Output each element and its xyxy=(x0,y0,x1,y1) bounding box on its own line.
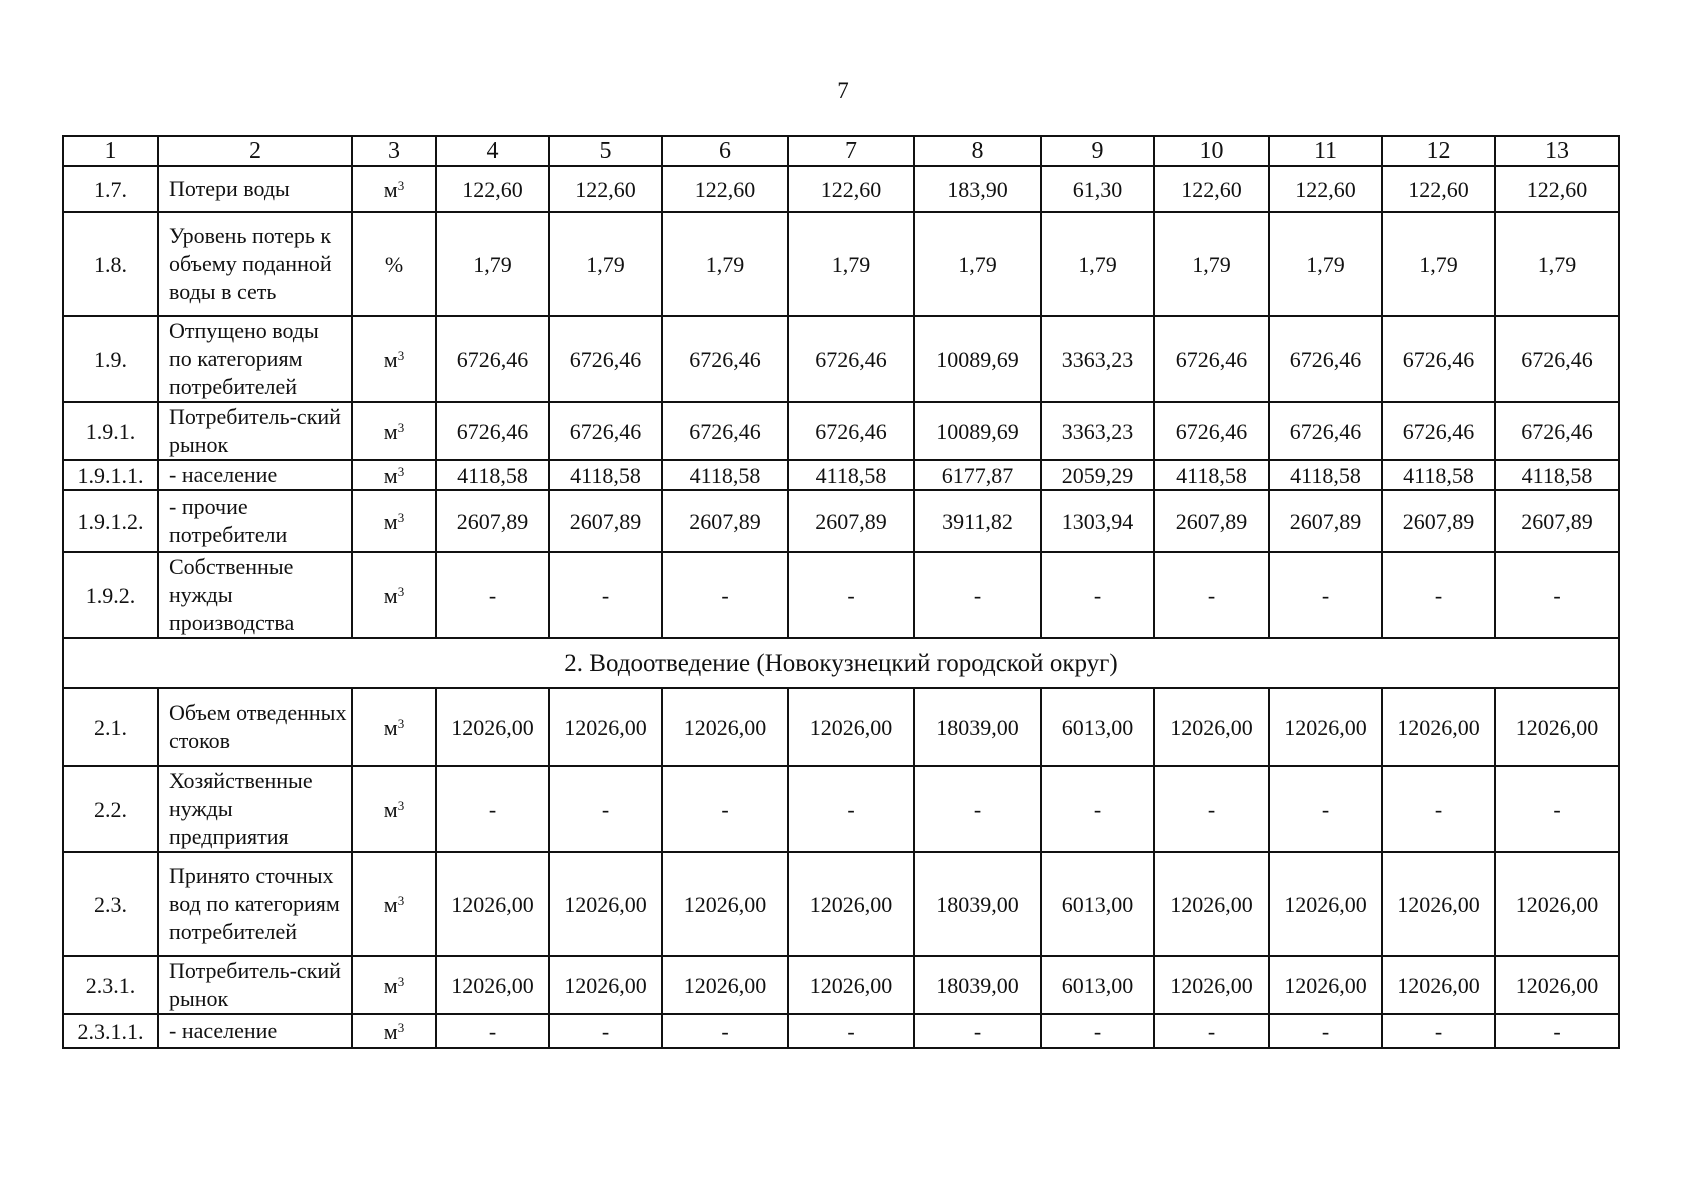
unit-label: % xyxy=(384,251,404,277)
value-cell: 1303,94 xyxy=(1041,490,1154,552)
value-cell: - xyxy=(549,766,662,852)
value-cell: 6726,46 xyxy=(1495,316,1619,402)
value-cell: - xyxy=(549,552,662,638)
value-cell: 1,79 xyxy=(662,212,788,316)
unit-superscript: 3 xyxy=(397,419,405,435)
column-number-header: 6 xyxy=(662,136,788,166)
value-cell: - xyxy=(1154,1014,1269,1048)
table-row xyxy=(63,166,1619,212)
value-cell: 6726,46 xyxy=(1382,316,1495,402)
value-cell: 2607,89 xyxy=(1382,490,1495,552)
value-cell: 12026,00 xyxy=(1495,688,1619,766)
value-cell: 12026,00 xyxy=(788,688,914,766)
value-cell: 4118,58 xyxy=(1269,460,1382,490)
table-row xyxy=(63,460,1619,490)
value-cell: 122,60 xyxy=(549,166,662,212)
value-cell: - xyxy=(914,766,1041,852)
data-table xyxy=(62,135,1620,1049)
value-cell: 4118,58 xyxy=(436,460,549,490)
unit-superscript: 3 xyxy=(397,509,405,525)
column-number-header: 5 xyxy=(549,136,662,166)
unit-cell xyxy=(352,402,436,460)
value-cell: - xyxy=(436,1014,549,1048)
value-cell: 4118,58 xyxy=(549,460,662,490)
value-cell: 122,60 xyxy=(1269,166,1382,212)
table-row xyxy=(63,852,1619,956)
unit-cell xyxy=(352,1014,436,1048)
value-cell: - xyxy=(1154,766,1269,852)
value-cell: 2607,89 xyxy=(1154,490,1269,552)
table-row xyxy=(63,316,1619,402)
value-cell: 1,79 xyxy=(1269,212,1382,316)
unit-superscript: 3 xyxy=(397,177,405,193)
unit-cell xyxy=(352,688,436,766)
column-number-header: 12 xyxy=(1382,136,1495,166)
value-cell: 12026,00 xyxy=(1154,852,1269,956)
value-cell: 6726,46 xyxy=(1154,316,1269,402)
value-cell: 2059,29 xyxy=(1041,460,1154,490)
column-number-header: 11 xyxy=(1269,136,1382,166)
row-number: 2.1. xyxy=(63,688,158,766)
unit-label: м xyxy=(383,508,398,534)
unit-label: м xyxy=(383,462,398,488)
value-cell: - xyxy=(436,766,549,852)
value-cell: 6013,00 xyxy=(1041,956,1154,1014)
value-cell: 12026,00 xyxy=(1269,852,1382,956)
unit-cell xyxy=(352,552,436,638)
value-cell: 6726,46 xyxy=(436,316,549,402)
value-cell: 6726,46 xyxy=(662,402,788,460)
unit-label: м xyxy=(383,714,398,740)
row-name: Потребитель-ский рынок xyxy=(158,402,352,460)
value-cell: 4118,58 xyxy=(1154,460,1269,490)
value-cell: 6726,46 xyxy=(788,316,914,402)
value-cell: 2607,89 xyxy=(662,490,788,552)
table-row xyxy=(63,766,1619,852)
table-row xyxy=(63,552,1619,638)
unit-label: м xyxy=(383,891,398,917)
row-number: 1.9.1.2. xyxy=(63,490,158,552)
row-name: - прочие потребители xyxy=(158,490,352,552)
value-cell: - xyxy=(1495,766,1619,852)
value-cell: 12026,00 xyxy=(788,956,914,1014)
value-cell: 12026,00 xyxy=(549,956,662,1014)
value-cell: - xyxy=(1495,1014,1619,1048)
value-cell: 12026,00 xyxy=(436,852,549,956)
value-cell: - xyxy=(1495,552,1619,638)
row-number: 1.7. xyxy=(63,166,158,212)
row-name: Уровень потерь к объему поданной воды в сеть xyxy=(158,212,352,316)
value-cell: 1,79 xyxy=(1495,212,1619,316)
value-cell: - xyxy=(788,552,914,638)
value-cell: 18039,00 xyxy=(914,956,1041,1014)
value-cell: 6726,46 xyxy=(1269,402,1382,460)
value-cell: - xyxy=(1269,552,1382,638)
page-number: 7 xyxy=(837,78,849,103)
value-cell: 2607,89 xyxy=(788,490,914,552)
row-number: 1.9. xyxy=(63,316,158,402)
value-cell: 1,79 xyxy=(1382,212,1495,316)
row-name: - население xyxy=(158,1014,352,1048)
table-body xyxy=(63,136,1619,1048)
value-cell: 6726,46 xyxy=(549,402,662,460)
value-cell: 2607,89 xyxy=(436,490,549,552)
table-row xyxy=(63,402,1619,460)
value-cell: - xyxy=(788,1014,914,1048)
row-name: - население xyxy=(158,460,352,490)
value-cell: - xyxy=(1382,1014,1495,1048)
value-cell: 122,60 xyxy=(788,166,914,212)
value-cell: 12026,00 xyxy=(662,956,788,1014)
value-cell: 10089,69 xyxy=(914,316,1041,402)
unit-superscript: 3 xyxy=(397,892,405,908)
unit-superscript: 3 xyxy=(397,583,405,599)
unit-superscript: 3 xyxy=(397,1019,405,1035)
unit-label: м xyxy=(383,176,398,202)
value-cell: 12026,00 xyxy=(549,852,662,956)
value-cell: 12026,00 xyxy=(1495,852,1619,956)
value-cell: 6726,46 xyxy=(662,316,788,402)
value-cell: 1,79 xyxy=(549,212,662,316)
value-cell: 6726,46 xyxy=(1382,402,1495,460)
row-number: 1.9.2. xyxy=(63,552,158,638)
value-cell: 12026,00 xyxy=(1382,688,1495,766)
value-cell: 122,60 xyxy=(436,166,549,212)
row-number: 2.3.1. xyxy=(63,956,158,1014)
unit-superscript: 3 xyxy=(397,715,405,731)
unit-cell xyxy=(352,852,436,956)
section-row xyxy=(63,638,1619,688)
column-number-header: 2 xyxy=(158,136,352,166)
column-number-header: 10 xyxy=(1154,136,1269,166)
row-number: 2.2. xyxy=(63,766,158,852)
value-cell: 122,60 xyxy=(1154,166,1269,212)
row-name: Потери воды xyxy=(158,166,352,212)
row-number: 1.9.1.1. xyxy=(63,460,158,490)
row-number: 1.8. xyxy=(63,212,158,316)
column-number-header: 4 xyxy=(436,136,549,166)
value-cell: 12026,00 xyxy=(549,688,662,766)
row-name: Объем отведенных стоков xyxy=(158,688,352,766)
value-cell: 12026,00 xyxy=(436,688,549,766)
section-title: 2. Водоотведение (Новокузнецкий городской округ) xyxy=(63,638,1619,688)
row-name: Потребитель-ский рынок xyxy=(158,956,352,1014)
unit-superscript: 3 xyxy=(397,973,405,989)
column-number-header: 13 xyxy=(1495,136,1619,166)
value-cell: - xyxy=(1269,766,1382,852)
value-cell: 122,60 xyxy=(1382,166,1495,212)
value-cell: 12026,00 xyxy=(662,688,788,766)
row-name: Собственные нужды производства xyxy=(158,552,352,638)
value-cell: 12026,00 xyxy=(662,852,788,956)
value-cell: - xyxy=(1041,552,1154,638)
value-cell: - xyxy=(1382,766,1495,852)
value-cell: 6726,46 xyxy=(1154,402,1269,460)
value-cell: - xyxy=(1382,552,1495,638)
value-cell: 12026,00 xyxy=(436,956,549,1014)
value-cell: 6726,46 xyxy=(436,402,549,460)
value-cell: 4118,58 xyxy=(662,460,788,490)
unit-label: м xyxy=(383,796,398,822)
unit-label: м xyxy=(383,972,398,998)
unit-cell xyxy=(352,212,436,316)
value-cell: 6726,46 xyxy=(549,316,662,402)
table-row xyxy=(63,688,1619,766)
value-cell: 6013,00 xyxy=(1041,688,1154,766)
value-cell: - xyxy=(914,1014,1041,1048)
unit-cell xyxy=(352,766,436,852)
unit-superscript: 3 xyxy=(397,463,405,479)
unit-label: м xyxy=(383,418,398,444)
value-cell: 6726,46 xyxy=(788,402,914,460)
value-cell: 183,90 xyxy=(914,166,1041,212)
value-cell: 2607,89 xyxy=(549,490,662,552)
value-cell: - xyxy=(1154,552,1269,638)
column-number-header: 3 xyxy=(352,136,436,166)
value-cell: 12026,00 xyxy=(1154,956,1269,1014)
unit-cell xyxy=(352,956,436,1014)
value-cell: 122,60 xyxy=(1495,166,1619,212)
value-cell: - xyxy=(1041,766,1154,852)
value-cell: 10089,69 xyxy=(914,402,1041,460)
value-cell: 6726,46 xyxy=(1269,316,1382,402)
unit-superscript: 3 xyxy=(397,797,405,813)
value-cell: 1,79 xyxy=(436,212,549,316)
unit-label: м xyxy=(383,582,398,608)
unit-cell xyxy=(352,460,436,490)
column-number-header: 1 xyxy=(63,136,158,166)
value-cell: 4118,58 xyxy=(1382,460,1495,490)
value-cell: 3363,23 xyxy=(1041,402,1154,460)
value-cell: 6013,00 xyxy=(1041,852,1154,956)
value-cell: 18039,00 xyxy=(914,852,1041,956)
column-number-header: 7 xyxy=(788,136,914,166)
value-cell: 6177,87 xyxy=(914,460,1041,490)
value-cell: 1,79 xyxy=(1041,212,1154,316)
unit-label: м xyxy=(383,346,398,372)
value-cell: - xyxy=(549,1014,662,1048)
unit-label: м xyxy=(383,1018,398,1044)
unit-cell xyxy=(352,490,436,552)
value-cell: - xyxy=(788,766,914,852)
value-cell: 1,79 xyxy=(788,212,914,316)
row-name: Принято сточных вод по категориям потребителей xyxy=(158,852,352,956)
value-cell: 18039,00 xyxy=(914,688,1041,766)
value-cell: 12026,00 xyxy=(1154,688,1269,766)
value-cell: 4118,58 xyxy=(1495,460,1619,490)
value-cell: 1,79 xyxy=(914,212,1041,316)
table-row xyxy=(63,490,1619,552)
column-number-row xyxy=(63,136,1619,166)
value-cell: - xyxy=(662,552,788,638)
value-cell: - xyxy=(1269,1014,1382,1048)
value-cell: 12026,00 xyxy=(1382,852,1495,956)
value-cell: 12026,00 xyxy=(1495,956,1619,1014)
row-number: 2.3. xyxy=(63,852,158,956)
row-name: Отпущено воды по категориям потребителей xyxy=(158,316,352,402)
value-cell: - xyxy=(662,766,788,852)
value-cell: - xyxy=(662,1014,788,1048)
value-cell: 6726,46 xyxy=(1495,402,1619,460)
value-cell: - xyxy=(914,552,1041,638)
column-number-header: 9 xyxy=(1041,136,1154,166)
value-cell: 12026,00 xyxy=(1269,688,1382,766)
value-cell: - xyxy=(1041,1014,1154,1048)
value-cell: 1,79 xyxy=(1154,212,1269,316)
table-row xyxy=(63,956,1619,1014)
value-cell: 3363,23 xyxy=(1041,316,1154,402)
table-row xyxy=(63,1014,1619,1048)
value-cell: 61,30 xyxy=(1041,166,1154,212)
value-cell: 2607,89 xyxy=(1495,490,1619,552)
value-cell: 4118,58 xyxy=(788,460,914,490)
unit-cell xyxy=(352,316,436,402)
row-name: Хозяйственные нужды предприятия xyxy=(158,766,352,852)
value-cell: 2607,89 xyxy=(1269,490,1382,552)
value-cell: 12026,00 xyxy=(788,852,914,956)
value-cell: 3911,82 xyxy=(914,490,1041,552)
row-number: 2.3.1.1. xyxy=(63,1014,158,1048)
value-cell: - xyxy=(436,552,549,638)
value-cell: 12026,00 xyxy=(1269,956,1382,1014)
row-number: 1.9.1. xyxy=(63,402,158,460)
column-number-header: 8 xyxy=(914,136,1041,166)
value-cell: 12026,00 xyxy=(1382,956,1495,1014)
unit-cell xyxy=(352,166,436,212)
unit-superscript: 3 xyxy=(397,347,405,363)
table-row xyxy=(63,212,1619,316)
value-cell: 122,60 xyxy=(662,166,788,212)
